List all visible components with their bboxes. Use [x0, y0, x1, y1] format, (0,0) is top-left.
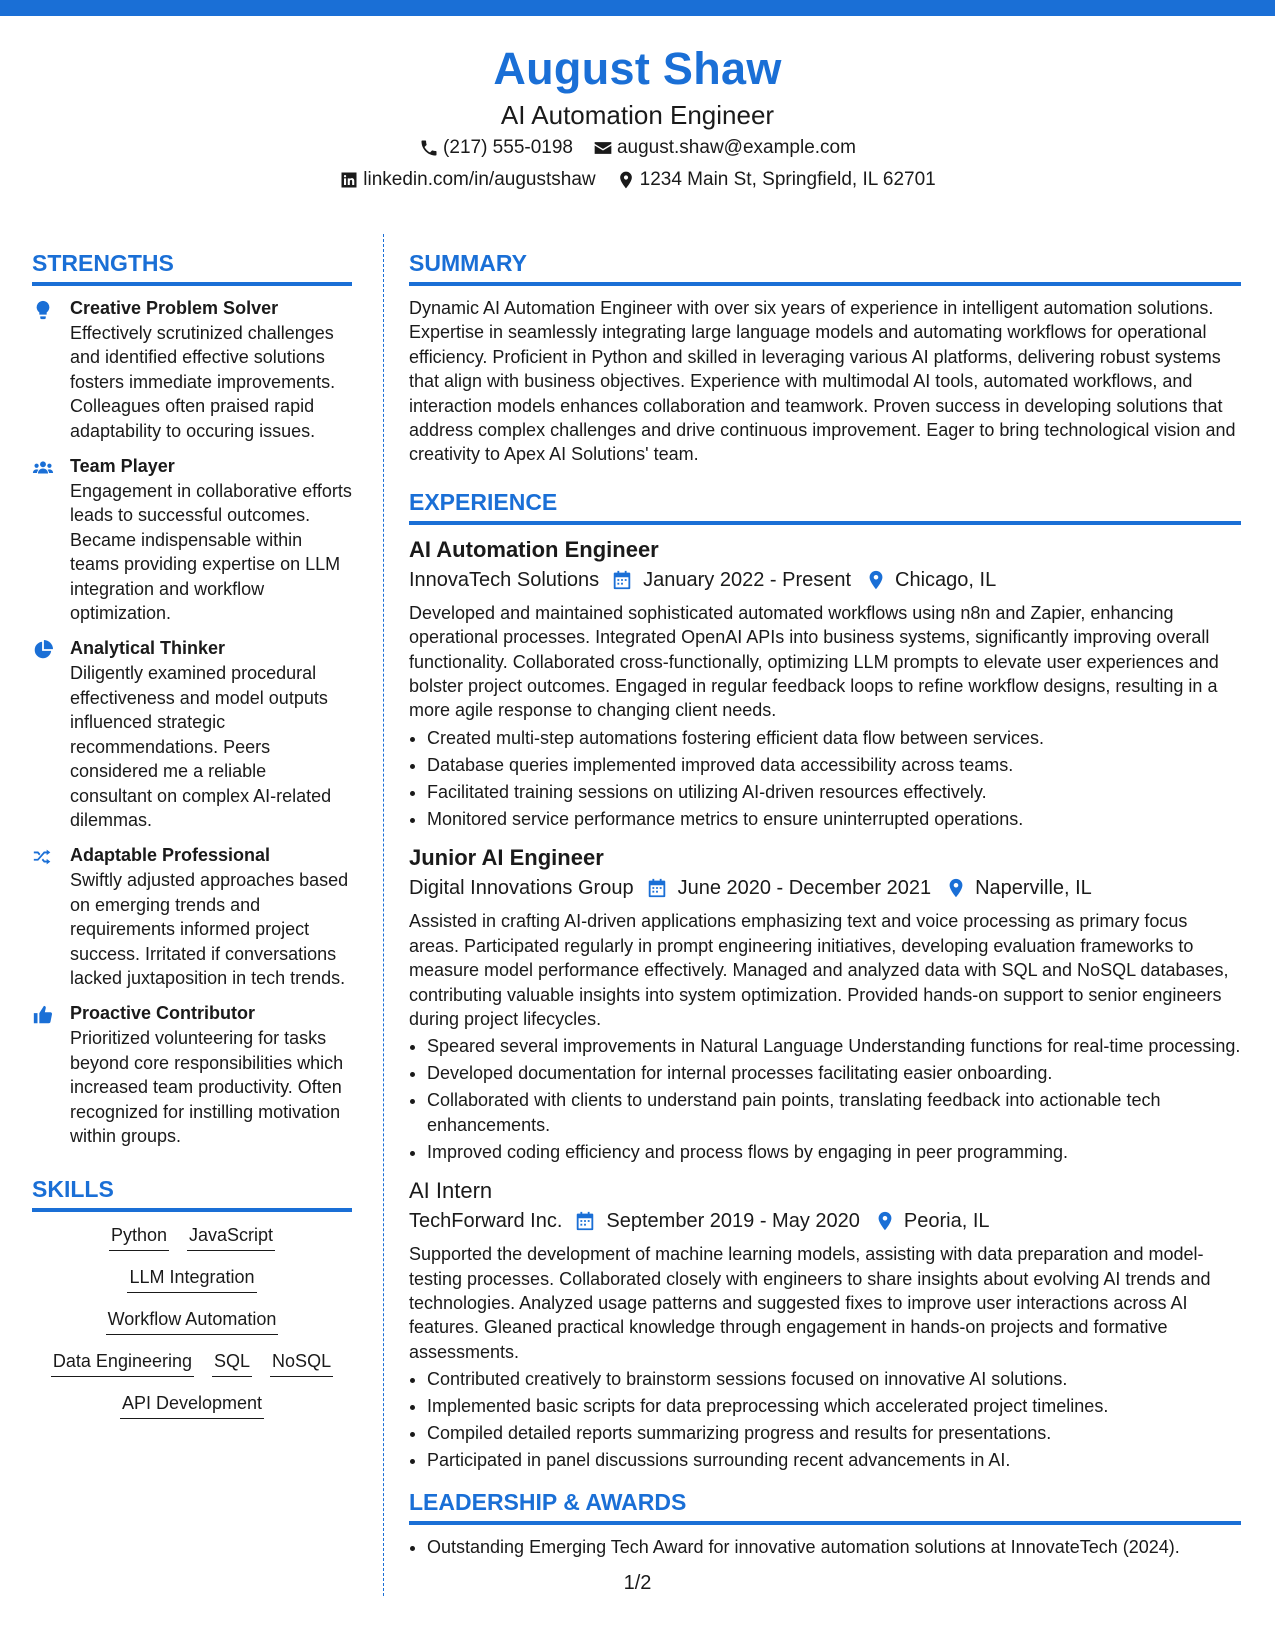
thumbs-up-icon	[32, 1004, 54, 1026]
job-dates: June 2020 - December 2021	[677, 877, 932, 900]
leadership-section	[409, 1485, 1241, 1559]
skill-tag: SQL	[212, 1348, 252, 1377]
map-pin-icon	[945, 877, 967, 899]
job-bullet: • Collaborated with clients to understand pain points, translating feedback into actionable tech enhancements.	[427, 1088, 1241, 1137]
job-location: Chicago, IL	[895, 568, 997, 591]
calendar-icon	[646, 877, 668, 899]
summary-text: Dynamic AI Automation Engineer with over six years of experience in intelligent automation solutions. Expertise in seamlessly integrating large language models and automating workflows for operational efficiency. Proficient in Python and skilled in leveraging various AI platforms, delivering robust systems that align with business objectives. Experience with multimodal AI tools, automated workflows, and interaction models enhances collaboration and teamwork. Proven success in developing solutions that address complex challenges and drive continuous improvement. Eager to bring technological vision and creativity to Apex AI Solutions' team.	[409, 298, 1236, 465]
right-column	[409, 246, 1241, 1562]
map-pin-icon	[865, 569, 887, 591]
email-text: august.shaw@example.com	[616, 137, 856, 158]
strength-title: Analytical Thinker	[70, 638, 226, 659]
phone-icon	[419, 138, 439, 158]
job-bullet: • Database queries implemented improved data accessibility across teams.	[427, 753, 1241, 777]
summary-heading: SUMMARY	[409, 246, 1241, 286]
job-bullet: • Developed documentation for internal processes facilitating easier onboarding.	[427, 1061, 1241, 1085]
email-contact[interactable]	[593, 132, 856, 164]
job-bullet: • Facilitated training sessions on utilizing AI-driven resources effectively.	[427, 780, 1241, 804]
left-column	[32, 246, 352, 1432]
job-entry	[409, 843, 1241, 1164]
linkedin-contact[interactable]	[339, 164, 595, 196]
summary-section	[409, 246, 1241, 467]
candidate-name: August Shaw	[493, 43, 782, 94]
skill-row	[32, 1222, 352, 1251]
job-bullet: • Improved coding efficiency and process flows by engaging in peer programming.	[427, 1140, 1241, 1164]
strength-item	[32, 636, 352, 832]
skill-tag: LLM Integration	[127, 1264, 256, 1293]
job-bullet: • Speared several improvements in Natural Language Understanding functions for real-time processing.	[427, 1034, 1241, 1058]
experience-heading: EXPERIENCE	[409, 485, 1241, 525]
lightbulb-icon	[32, 299, 54, 321]
job-company: Digital Innovations Group	[409, 877, 634, 900]
strength-title: Creative Problem Solver	[70, 298, 279, 318]
shuffle-icon	[32, 846, 54, 868]
strength-item	[32, 1001, 352, 1148]
strength-title: Team Player	[70, 456, 175, 477]
job-description: Developed and maintained sophisticated automated workflows using n8n and Zapier, enhancing operational processes. Integrated OpenAI APIs into business systems, significantly improving overall functionality. Collaborated cross-functionally, optimizing LLM prompts to elevate user experiences and bolster project outcomes. Engaged in regular feedback loops to refine workflow designs, resulting in a more agile response to changing client needs.	[409, 602, 1219, 721]
address-contact	[616, 164, 936, 196]
job-bullet: • Monitored service performance metrics to ensure uninterrupted operations.	[427, 807, 1241, 831]
job-entry	[409, 535, 1241, 831]
strength-description: Swiftly adjusted approaches based on emerging trends and requirements informed project success. Irritated if conversations lacked juxtaposition in tech trends.	[70, 870, 349, 988]
resume-header	[0, 40, 1275, 196]
strength-description: Effectively scrutinized challenges and identified effective solutions fosters immediate improvements. Colleagues often praised rapid adaptability to occuring issues.	[70, 323, 336, 441]
linkedin-icon	[339, 170, 359, 190]
leadership-bullet: • Outstanding Emerging Tech Award for innovative automation solutions at InnovateTech (2024).	[427, 1535, 1241, 1559]
job-bullets	[409, 1367, 1241, 1472]
job-bullet: • Contributed creatively to brainstorm sessions focused on innovative AI solutions.	[427, 1367, 1241, 1391]
job-title: AI Automation Engineer	[409, 536, 659, 562]
job-dates: September 2019 - May 2020	[606, 1210, 860, 1233]
job-title: AI Intern	[409, 1178, 493, 1204]
linkedin-text: linkedin.com/in/augustshaw	[363, 169, 596, 190]
job-title: Junior AI Engineer	[409, 845, 604, 871]
job-company: TechForward Inc.	[409, 1210, 563, 1233]
job-meta	[409, 1206, 1241, 1236]
contact-row-1	[0, 132, 1275, 164]
strength-item	[32, 843, 352, 990]
column-divider	[383, 234, 384, 1596]
job-bullets	[409, 1034, 1241, 1164]
pie-chart-icon	[32, 639, 54, 661]
page-number: 1/2	[623, 1572, 652, 1594]
job-meta	[409, 565, 1241, 595]
skills-section	[32, 1172, 352, 1419]
skill-tag: API Development	[120, 1390, 264, 1419]
job-bullet: • Compiled detailed reports summarizing progress and results for presentations.	[427, 1421, 1241, 1445]
address-text: 1234 Main St, Springfield, IL 62701	[639, 169, 936, 190]
job-dates: January 2022 - Present	[643, 568, 852, 591]
map-pin-icon	[874, 1210, 896, 1232]
skill-row	[32, 1306, 352, 1335]
contact-row-2	[0, 164, 1275, 196]
experience-section	[409, 485, 1241, 1473]
job-description: Assisted in crafting AI-driven applications emphasizing text and voice processing as primary focus areas. Participated regularly in prompt engineering initiatives, developing evaluation frameworks to measure model performance effectively. Managed and analyzed data with SQL and NoSQL databases, contributing valuable insights into system optimization. Provided hands-on support to senior engineers during project lifecycles.	[409, 911, 1229, 1029]
job-location: Peoria, IL	[903, 1210, 990, 1233]
strength-description: Prioritized volunteering for tasks beyond core responsibilities which increased team productivity. Often recognized for instilling motivation within groups.	[70, 1028, 344, 1146]
users-icon	[32, 457, 54, 479]
strength-item	[32, 454, 352, 625]
strength-title: Proactive Contributor	[70, 1003, 256, 1024]
leadership-bullets	[409, 1535, 1241, 1559]
skill-row	[32, 1348, 352, 1377]
skill-row	[32, 1264, 352, 1293]
map-pin-icon	[616, 170, 636, 190]
skill-tag: Python	[109, 1222, 169, 1251]
strength-description: Diligently examined procedural effectiveness and model outputs influenced strategic recommendations. Peers considered me a reliable consultant on complex AI-related dilemmas.	[70, 663, 332, 830]
phone-contact[interactable]	[419, 132, 573, 164]
calendar-icon	[574, 1210, 596, 1232]
job-meta	[409, 873, 1241, 903]
skill-tag: Workflow Automation	[106, 1306, 279, 1335]
strength-description: Engagement in collaborative efforts leads to successful outcomes. Became indispensable within teams providing expertise on LLM integration and workflow optimization.	[70, 481, 352, 624]
skill-tag: NoSQL	[270, 1348, 333, 1377]
phone-text: (217) 555-0198	[443, 137, 573, 158]
skill-tag: Data Engineering	[51, 1348, 194, 1377]
skill-row	[32, 1390, 352, 1419]
job-bullets	[409, 726, 1241, 831]
job-entry	[409, 1176, 1241, 1472]
top-accent-bar	[0, 0, 1275, 16]
strengths-heading: STRENGTHS	[32, 246, 352, 286]
skill-tag: JavaScript	[187, 1222, 275, 1251]
job-company: InnovaTech Solutions	[409, 568, 600, 591]
job-bullet: • Implemented basic scripts for data preprocessing which accelerated project timelines.	[427, 1394, 1241, 1418]
envelope-icon	[593, 138, 613, 158]
skills-heading: SKILLS	[32, 1172, 352, 1212]
job-bullet: • Participated in panel discussions surrounding recent advancements in AI.	[427, 1448, 1241, 1472]
calendar-icon	[611, 569, 633, 591]
leadership-heading: LEADERSHIP & AWARDS	[409, 1485, 1241, 1525]
strength-title: Adaptable Professional	[70, 845, 271, 866]
skills-list	[32, 1222, 352, 1419]
job-bullet: • Created multi-step automations fostering efficient data flow between services.	[427, 726, 1241, 750]
job-location: Naperville, IL	[975, 877, 1092, 900]
candidate-title: AI Automation Engineer	[500, 100, 775, 130]
strength-item	[32, 296, 352, 443]
job-description: Supported the development of machine learning models, assisting with data preparation and model-testing processes. Collaborated closely with engineers to share insights about evolving AI trends and technologies. Analyzed usage patterns and suggested fixes to improve user interactions across AI features. Gleaned practical knowledge through engagement in hands-on projects and formative assessments.	[409, 1244, 1211, 1362]
